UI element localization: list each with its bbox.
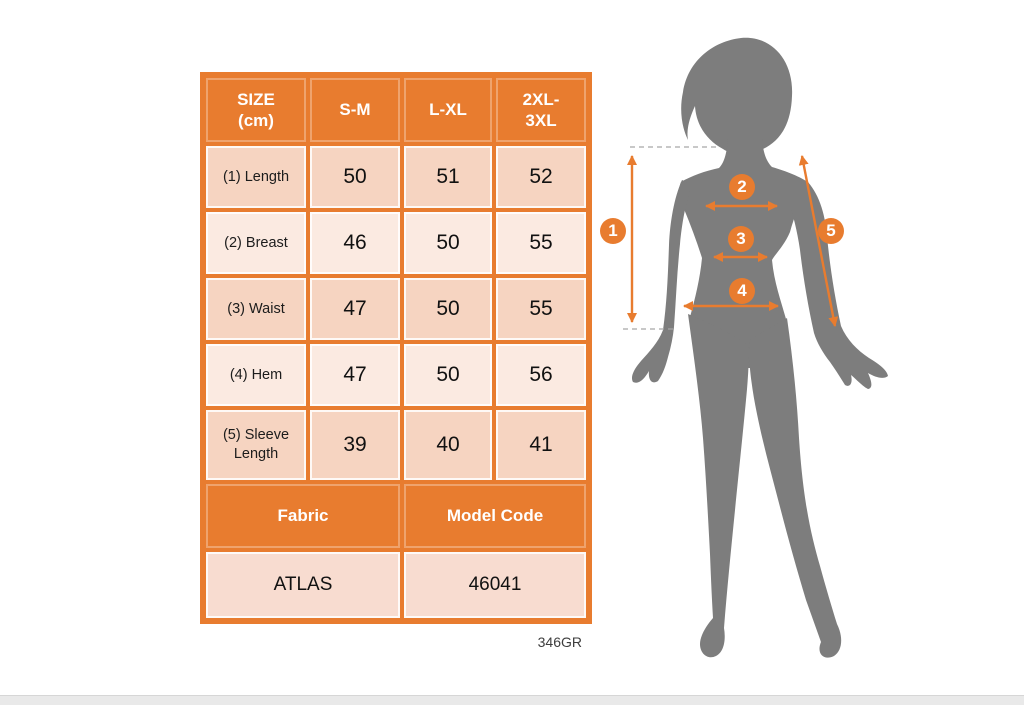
fabric-header: Fabric bbox=[206, 484, 400, 548]
column-header-lxl: L-XL bbox=[404, 78, 492, 142]
table-row-sleeve-length bbox=[206, 410, 586, 480]
cell-value: 47 bbox=[310, 344, 400, 406]
measure-badge-1: 1 bbox=[600, 218, 626, 244]
measurement-figure bbox=[600, 30, 910, 670]
size-table bbox=[200, 72, 592, 624]
cell-value: 55 bbox=[496, 278, 586, 340]
fabric-model-value-row bbox=[206, 552, 586, 618]
size-unit-header bbox=[206, 78, 306, 142]
row-label: (2) Breast bbox=[206, 212, 306, 274]
table-row-length bbox=[206, 146, 586, 208]
cell-value: 50 bbox=[404, 212, 492, 274]
measure-badge-4: 4 bbox=[729, 278, 755, 304]
cell-value: 50 bbox=[404, 278, 492, 340]
cell-value: 41 bbox=[496, 410, 586, 480]
cell-value: 47 bbox=[310, 278, 400, 340]
size-table-grid bbox=[202, 74, 590, 622]
cell-value: 40 bbox=[404, 410, 492, 480]
cell-value: 52 bbox=[496, 146, 586, 208]
cell-value: 51 bbox=[404, 146, 492, 208]
product-code-note: 346GR bbox=[537, 634, 582, 650]
table-row-waist bbox=[206, 278, 586, 340]
cell-value: 39 bbox=[310, 410, 400, 480]
model-code-value: 46041 bbox=[404, 552, 586, 618]
column-header-sm: S-M bbox=[310, 78, 400, 142]
model-code-header: Model Code bbox=[404, 484, 586, 548]
row-label: (4) Hem bbox=[206, 344, 306, 406]
cell-value: 46 bbox=[310, 212, 400, 274]
measure-badge-5: 5 bbox=[818, 218, 844, 244]
female-silhouette-icon bbox=[632, 38, 888, 658]
cell-value: 50 bbox=[310, 146, 400, 208]
fabric-value: ATLAS bbox=[206, 552, 400, 618]
table-row-hem bbox=[206, 344, 586, 406]
measure-badge-3: 3 bbox=[728, 226, 754, 252]
size-table-header-row bbox=[206, 78, 586, 142]
cell-value: 50 bbox=[404, 344, 492, 406]
row-label: (1) Length bbox=[206, 146, 306, 208]
column-header-2xl3xl-label: 2XL-3XL bbox=[522, 89, 560, 130]
cell-value: 56 bbox=[496, 344, 586, 406]
measure-badge-2: 2 bbox=[729, 174, 755, 200]
size-unit-label: SIZE (cm) bbox=[237, 89, 275, 130]
row-label: (5) Sleeve Length bbox=[206, 410, 306, 480]
table-row-breast bbox=[206, 212, 586, 274]
fabric-model-header-row bbox=[206, 484, 586, 548]
column-header-2xl3xl bbox=[496, 78, 586, 142]
page-bottom-edge bbox=[0, 695, 1024, 705]
row-label: (3) Waist bbox=[206, 278, 306, 340]
cell-value: 55 bbox=[496, 212, 586, 274]
